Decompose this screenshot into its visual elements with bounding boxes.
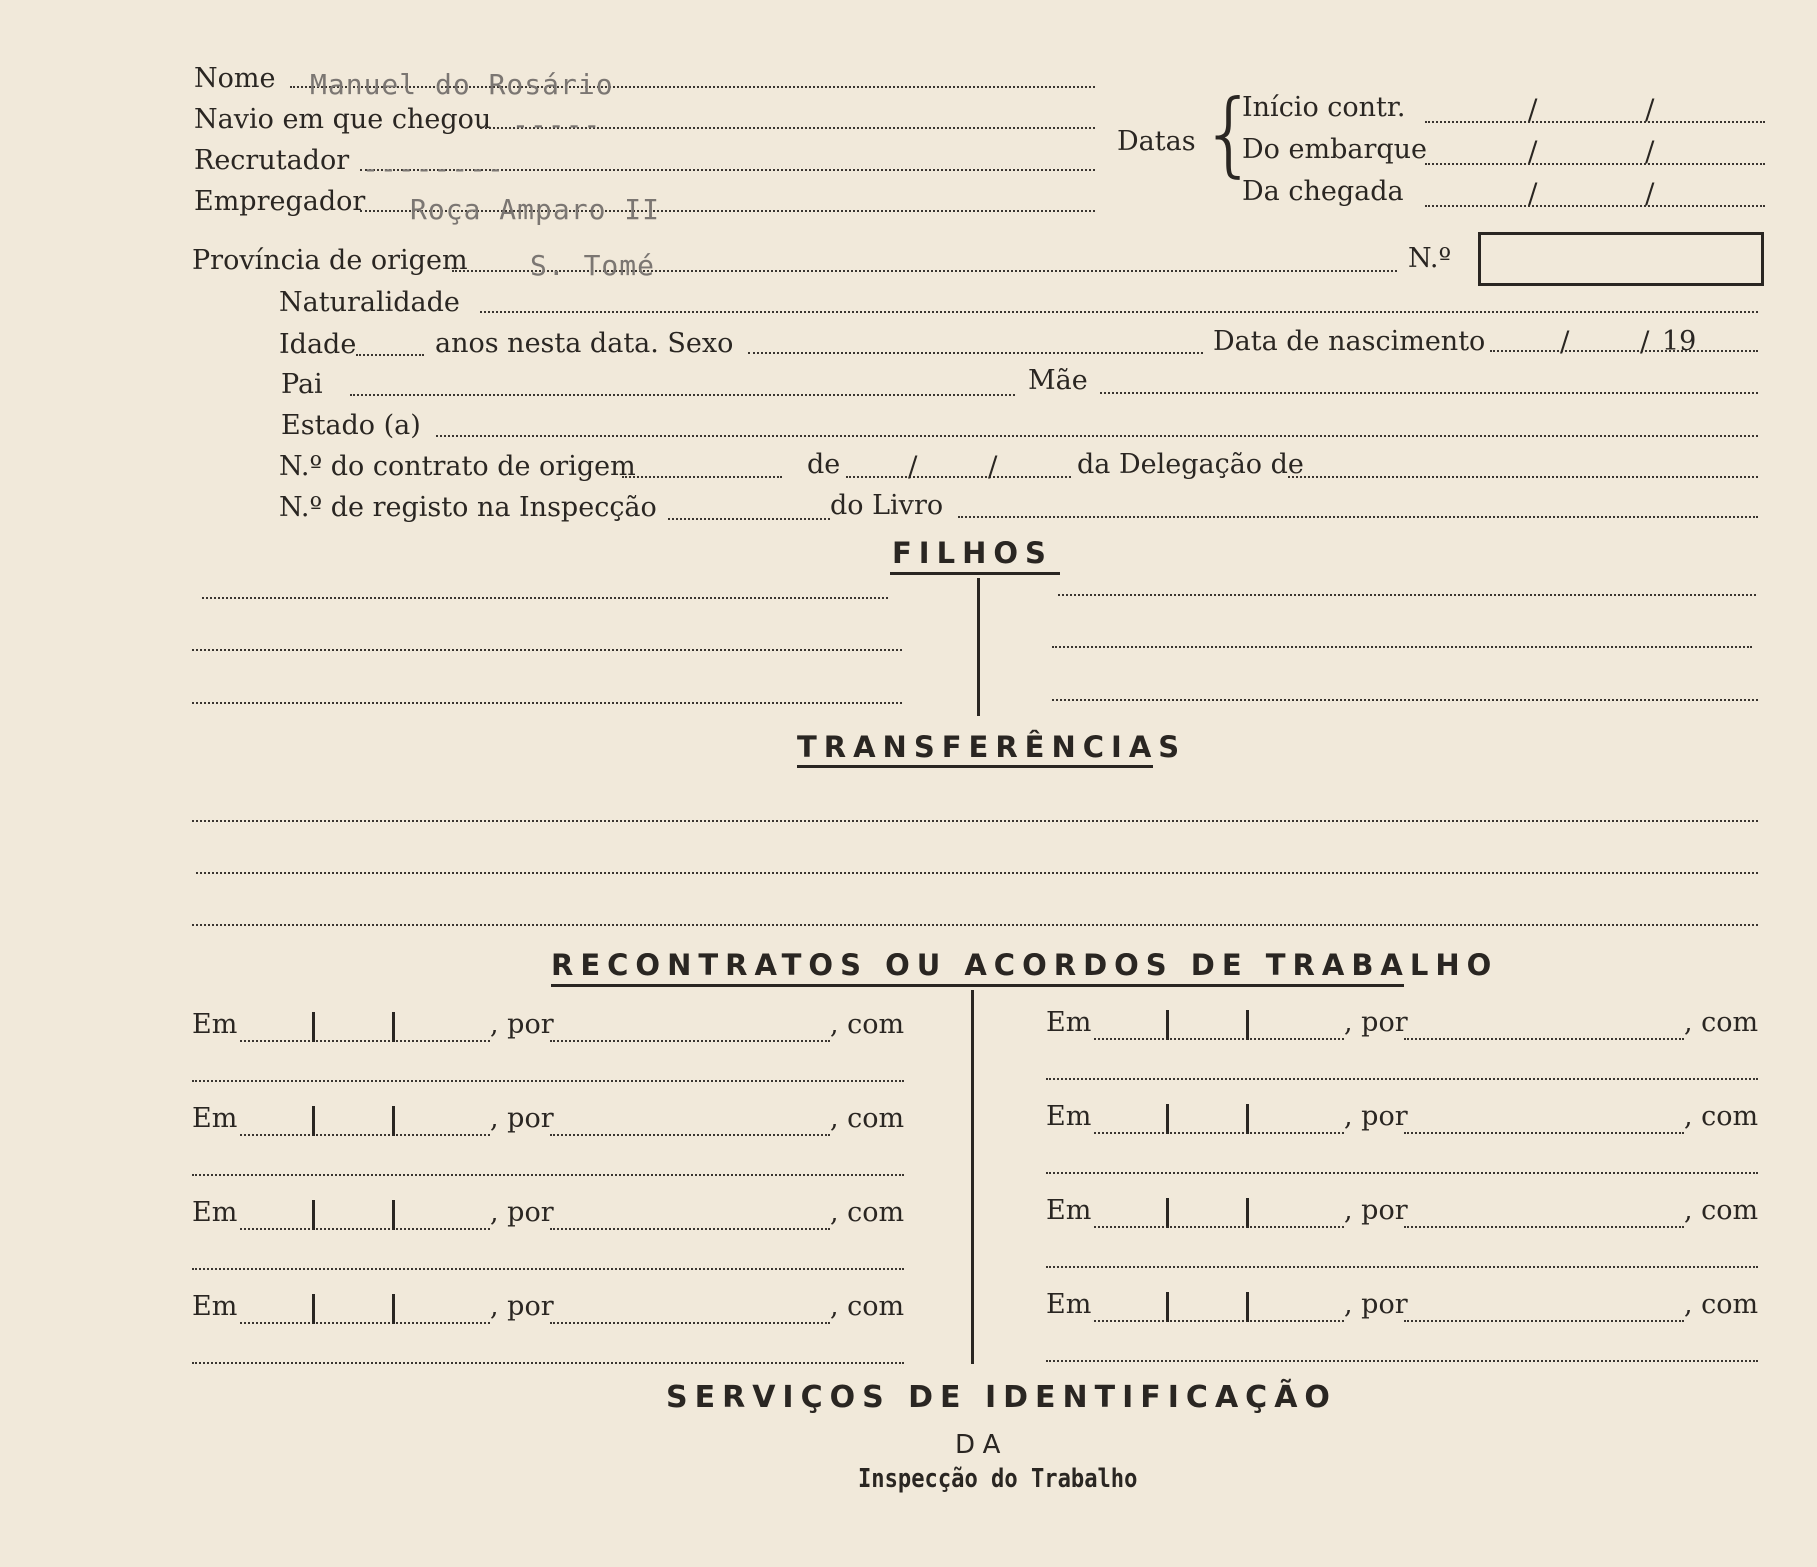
recontrato-com-line-left-2[interactable] [192,1174,904,1176]
recontrato-por-left-3: , por [490,1197,554,1228]
footer-da: DA [955,1430,1009,1460]
recontratos-heading: RECONTRATOS OU ACORDOS DE TRABALHO [551,948,1499,982]
naturalidade-line[interactable] [480,311,1758,313]
recontrato-por-line-right-2[interactable] [1404,1132,1684,1134]
recontrato-date-line-right-1[interactable] [1094,1038,1344,1040]
recontrato-com-line-right-2[interactable] [1046,1172,1758,1174]
recontrato-date-sep-2-right-1 [1246,1010,1249,1040]
recontrato-date-line-left-3[interactable] [240,1228,490,1230]
pai-label: Pai [281,369,323,400]
registo-line[interactable] [668,518,830,520]
recontrato-date-line-right-2[interactable] [1094,1132,1344,1134]
filhos-line-right-3[interactable] [1052,699,1758,701]
recontrato-date-sep-1-right-3 [1166,1198,1169,1228]
provincia-value: S. Tomé [530,249,656,282]
recontrato-date-sep-2-left-4 [392,1294,395,1324]
recontrato-date-sep-1-left-2 [312,1106,315,1136]
embarque-slash-2: / [1645,135,1655,168]
recontrato-date-sep-2-right-3 [1246,1198,1249,1228]
recontrato-em-right-4: Em [1046,1289,1092,1320]
numero-label: N.º [1408,243,1452,274]
inicio-label: Início contr. [1242,92,1406,123]
recontrato-date-sep-1-left-4 [312,1294,315,1324]
recontrato-date-line-left-4[interactable] [240,1322,490,1324]
empregador-label: Empregador [194,186,366,217]
inicio-line[interactable] [1425,121,1765,123]
inicio-slash-1: / [1528,93,1538,126]
recontrato-com-line-right-4[interactable] [1046,1360,1758,1362]
recontrato-por-line-left-4[interactable] [550,1322,830,1324]
nome-label: Nome [194,63,276,94]
recontrato-date-sep-2-left-1 [392,1012,395,1042]
recontrato-por-left-2: , por [490,1103,554,1134]
registo-label: N.º de registo na Inspecção [279,492,657,523]
recontrato-com-line-left-4[interactable] [192,1362,904,1364]
de-label: de [807,449,841,480]
recontrato-em-left-4: Em [192,1291,238,1322]
provincia-label: Província de origem [192,245,468,276]
embarque-slash-1: / [1528,135,1538,168]
recontrato-por-right-1: , por [1344,1007,1408,1038]
navio-label: Navio em que chegou [194,104,492,135]
recontrato-date-sep-1-left-3 [312,1200,315,1230]
recontrato-por-line-left-2[interactable] [550,1134,830,1136]
recontrato-date-line-left-1[interactable] [240,1040,490,1042]
estado-line[interactable] [436,435,1758,437]
inicio-slash-2: / [1645,93,1655,126]
empregador-value: Roça Amparo II [410,193,661,226]
recontrato-date-sep-2-right-4 [1246,1292,1249,1322]
recontrato-com-right-4: , com [1684,1289,1759,1320]
recontrato-por-line-left-1[interactable] [550,1040,830,1042]
chegada-line[interactable] [1425,205,1765,207]
recontrato-date-sep-1-right-4 [1166,1292,1169,1322]
recontrato-em-left-1: Em [192,1009,238,1040]
recontrato-por-right-2: , por [1344,1101,1408,1132]
filhos-line-left-3[interactable] [192,702,902,704]
datas-label: Datas [1117,126,1196,157]
chegada-slash-1: / [1528,177,1538,210]
recontrato-date-sep-1-left-1 [312,1012,315,1042]
chegada-label: Da chegada [1242,176,1404,207]
recrutador-label: Recrutador [194,145,350,176]
recontrato-por-line-left-3[interactable] [550,1228,830,1230]
filhos-line-left-1[interactable] [202,597,888,599]
contrato-line[interactable] [622,476,782,478]
recontrato-por-left-4: , por [490,1291,554,1322]
delegacao-label: da Delegação de [1077,449,1304,480]
recontrato-por-right-4: , por [1344,1289,1408,1320]
recontrato-por-line-right-1[interactable] [1404,1038,1684,1040]
recontrato-date-line-left-2[interactable] [240,1134,490,1136]
nascimento-label: Data de nascimento [1213,326,1486,357]
recontrato-com-line-left-1[interactable] [192,1080,904,1082]
chegada-slash-2: / [1645,177,1655,210]
mae-label: Mãe [1028,365,1088,396]
naturalidade-label: Naturalidade [279,287,460,318]
numero-box[interactable] [1478,232,1764,286]
recontrato-com-left-4: , com [830,1291,905,1322]
contrato-date-line[interactable] [846,476,1071,478]
recontrato-com-line-right-1[interactable] [1046,1078,1758,1080]
recontrato-com-right-1: , com [1684,1007,1759,1038]
filhos-line-right-2[interactable] [1052,646,1752,648]
idade-line[interactable] [356,354,424,356]
recontrato-com-line-left-3[interactable] [192,1268,904,1270]
footer-servicos: SERVIÇOS DE IDENTIFICAÇÃO [666,1380,1337,1415]
recontrato-com-line-right-3[interactable] [1046,1266,1758,1268]
mae-line[interactable] [1100,392,1758,394]
transferencias-line-1[interactable] [192,820,1758,822]
contrato-slash-2: / [988,450,998,483]
estado-label: Estado (a) [281,410,421,441]
embarque-line[interactable] [1425,163,1765,165]
contrato-slash-1: / [908,450,918,483]
recontratos-underline [551,984,1404,987]
sexo-line[interactable] [748,352,1203,354]
recontrato-por-line-right-3[interactable] [1404,1226,1684,1228]
nascimento-line[interactable] [1490,350,1758,352]
filhos-underline [890,572,1060,575]
navio-value: ----- [512,108,602,141]
filhos-line-left-2[interactable] [192,649,902,651]
transferencias-line-2[interactable] [196,872,1758,874]
recontrato-date-line-right-3[interactable] [1094,1226,1344,1228]
livro-label: do Livro [830,490,944,521]
transferencias-line-3[interactable] [192,924,1758,926]
recontrato-com-left-3: , com [830,1197,905,1228]
recontrato-date-sep-2-left-3 [392,1200,395,1230]
recontrato-em-right-3: Em [1046,1195,1092,1226]
anos-label: anos nesta data. Sexo [435,328,734,359]
livro-line[interactable] [958,516,1758,518]
filhos-divider [977,578,980,716]
recontrato-em-left-3: Em [192,1197,238,1228]
transferencias-heading: TRANSFERÊNCIAS [797,730,1187,764]
contrato-label: N.º do contrato de origem [279,451,636,482]
nascimento-slash-2: / [1640,325,1650,358]
recontrato-por-right-3: , por [1344,1195,1408,1226]
recrutador-value: -------- [362,152,505,185]
nascimento-year-prefix: 19 [1662,326,1697,357]
recontrato-com-left-1: , com [830,1009,905,1040]
recontrato-date-sep-2-left-2 [392,1106,395,1136]
recontrato-por-line-right-4[interactable] [1404,1320,1684,1322]
recontrato-date-sep-1-right-1 [1166,1010,1169,1040]
recontrato-com-right-2: , com [1684,1101,1759,1132]
footer-inspeccao: Inspecção do Trabalho [858,1464,1138,1494]
filhos-heading: FILHOS [892,536,1053,570]
recontrato-em-right-1: Em [1046,1007,1092,1038]
recontratos-divider [971,990,974,1364]
filhos-line-right-1[interactable] [1058,594,1756,596]
recontrato-date-sep-2-right-2 [1246,1104,1249,1134]
nascimento-slash-1: / [1560,325,1570,358]
recontrato-com-right-3: , com [1684,1195,1759,1226]
recontrato-por-left-1: , por [490,1009,554,1040]
embarque-label: Do embarque [1242,134,1428,165]
recontrato-em-left-2: Em [192,1103,238,1134]
recontrato-em-right-2: Em [1046,1101,1092,1132]
recontrato-date-line-right-4[interactable] [1094,1320,1344,1322]
transferencias-underline [797,765,1153,768]
nome-value: Manuel do Rosário [310,68,614,101]
pai-line[interactable] [350,394,1015,396]
delegacao-line[interactable] [1288,476,1758,478]
recontrato-com-left-2: , com [830,1103,905,1134]
idade-label: Idade [279,329,357,360]
brace-icon: { [1200,80,1259,187]
recontrato-date-sep-1-right-2 [1166,1104,1169,1134]
